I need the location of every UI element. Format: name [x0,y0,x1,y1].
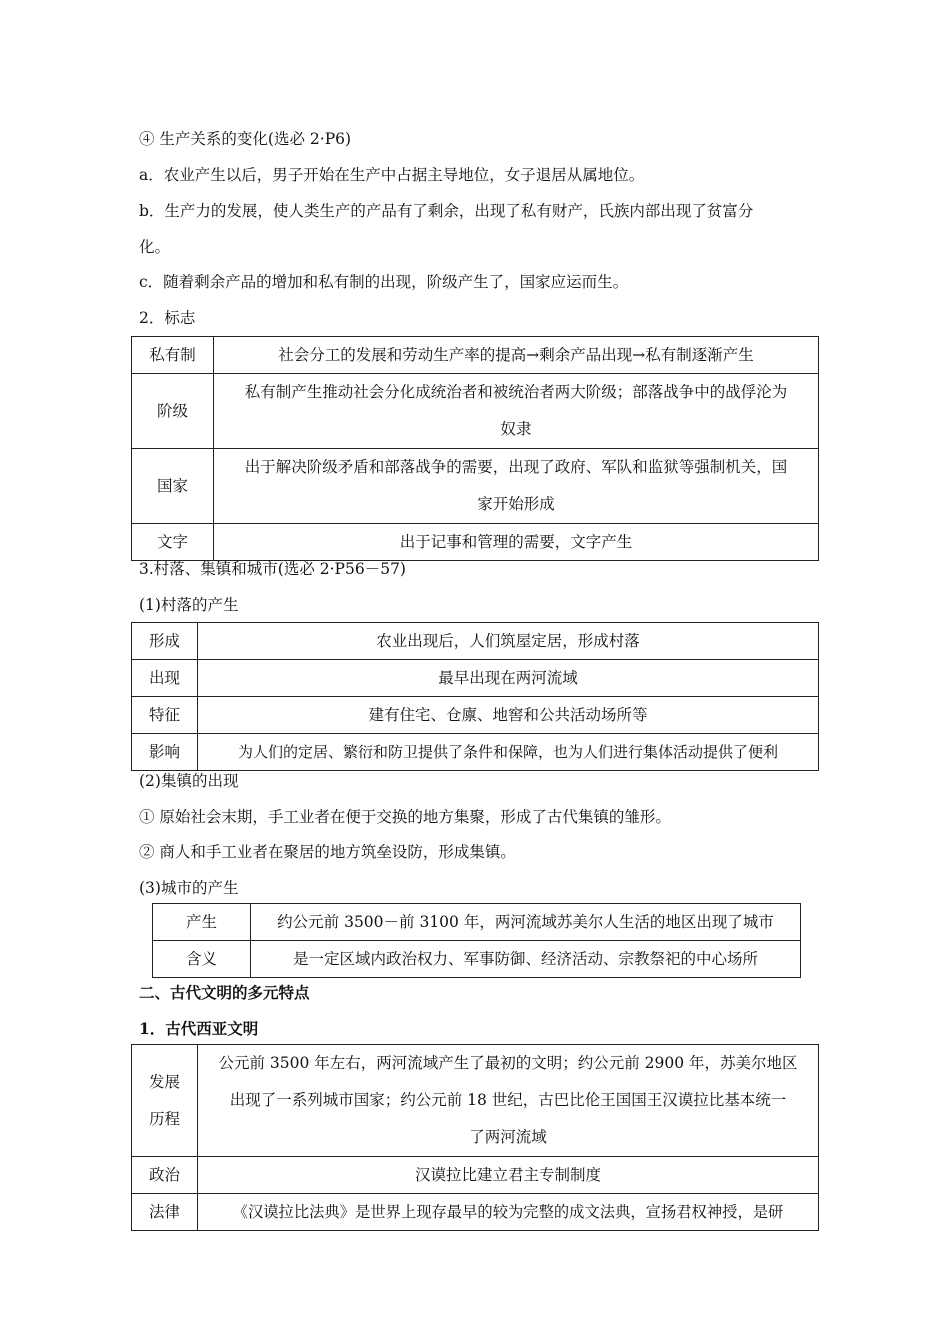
row-label: 阶级 [132,374,214,449]
row-content-line: 出于解决阶级矛盾和部落战争的需要，出现了政府、军队和监狱等强制机关，国 [244,458,788,476]
paragraph-production-relations-title: ④ 生产关系的变化(选必 2·P6) [139,130,352,148]
paragraph-town-1: ① 原始社会末期，手工业者在便于交换的地方集聚，形成了古代集镇的雏形。 [139,808,671,826]
table-row [132,734,819,771]
row-content: 约公元前 3500－前 3100 年，两河流域苏美尔人生活的地区出现了城市 [251,904,801,941]
row-content-line: 公元前 3500 年左右，两河流域产生了最初的文明；约公元前 2900 年，苏美尔地区 [218,1054,798,1072]
village-table [131,622,819,771]
row-label: 含义 [153,941,251,978]
row-content [214,449,819,524]
table-row [132,524,819,561]
table-row [132,623,819,660]
table-row [153,941,801,978]
paragraph-b-line2: 化。 [139,238,171,256]
row-content: 是一定区域内政治权力、军事防御、经济活动、宗教祭祀的中心场所 [251,941,801,978]
row-content: 为人们的定居、繁衍和防卫提供了条件和保障，也为人们进行集体活动提供了便利 [198,734,819,771]
signs-table [131,336,819,561]
row-content [198,1045,819,1157]
row-content-line: 了两河流域 [469,1128,547,1146]
row-label: 产生 [153,904,251,941]
table-row [132,1194,819,1231]
row-label: 政治 [132,1157,198,1194]
subheading-city: (3)城市的产生 [139,879,239,897]
subheading-village: (1)村落的产生 [139,596,239,614]
row-label-line: 历程 [148,1109,180,1128]
paragraph-town-2: ② 商人和手工业者在聚居的地方筑垒设防，形成集镇。 [139,843,516,861]
city-table [152,903,801,978]
section-heading-west-asia: 1．古代西亚文明 [139,1019,259,1038]
row-label: 国家 [132,449,214,524]
row-content: 出于记事和管理的需要，文字产生 [214,524,819,561]
row-content [214,374,819,449]
section-heading-signs: 2．标志 [139,309,196,327]
row-content-line: 出现了一系列城市国家；约公元前 18 世纪，古巴比伦王国国王汉谟拉比基本统一 [229,1091,787,1109]
row-content: 农业出现后，人们筑屋定居，形成村落 [198,623,819,660]
table-row [132,660,819,697]
row-content: 社会分工的发展和劳动生产率的提高→剩余产品出现→私有制逐渐产生 [214,337,819,374]
paragraph-a: a．农业产生以后，男子开始在生产中占据主导地位，女子退居从属地位。 [139,166,645,184]
subheading-town: (2)集镇的出现 [139,772,239,790]
west-asia-table [131,1044,819,1231]
row-label: 出现 [132,660,198,697]
paragraph-b-line1: b．生产力的发展，使人类生产的产品有了剩余，出现了私有财产，氏族内部出现了贫富分 [139,202,754,220]
section-heading-villages-towns-cities: 3.村落、集镇和城市(选必 2·P56－57) [139,560,406,578]
row-label: 文字 [132,524,214,561]
table-row [132,337,819,374]
table-row [132,374,819,449]
row-content-line: 奴隶 [500,420,532,438]
row-label: 形成 [132,623,198,660]
paragraph-c: c．随着剩余产品的增加和私有制的出现，阶级产生了，国家应运而生。 [139,273,629,291]
part-heading-ancient-civilizations: 二、古代文明的多元特点 [139,983,310,1002]
row-label-line: 发展 [148,1072,180,1091]
row-label: 影响 [132,734,198,771]
table-row [132,697,819,734]
row-content: 《汉谟拉比法典》是世界上现存最早的较为完整的成文法典，宣扬君权神授，是研 [198,1194,819,1231]
row-content: 建有住宅、仓廪、地窖和公共活动场所等 [198,697,819,734]
row-label: 法律 [132,1194,198,1231]
row-label [132,1045,198,1157]
row-content-line: 私有制产生推动社会分化成统治者和被统治者两大阶级；部落战争中的战俘沦为 [244,383,788,401]
table-row [132,1045,819,1157]
table-row [132,1157,819,1194]
row-content: 汉谟拉比建立君主专制制度 [198,1157,819,1194]
table-row [153,904,801,941]
table-row [132,449,819,524]
row-label: 特征 [132,697,198,734]
row-label: 私有制 [132,337,214,374]
row-content-line: 家开始形成 [477,495,555,513]
row-content: 最早出现在两河流域 [198,660,819,697]
